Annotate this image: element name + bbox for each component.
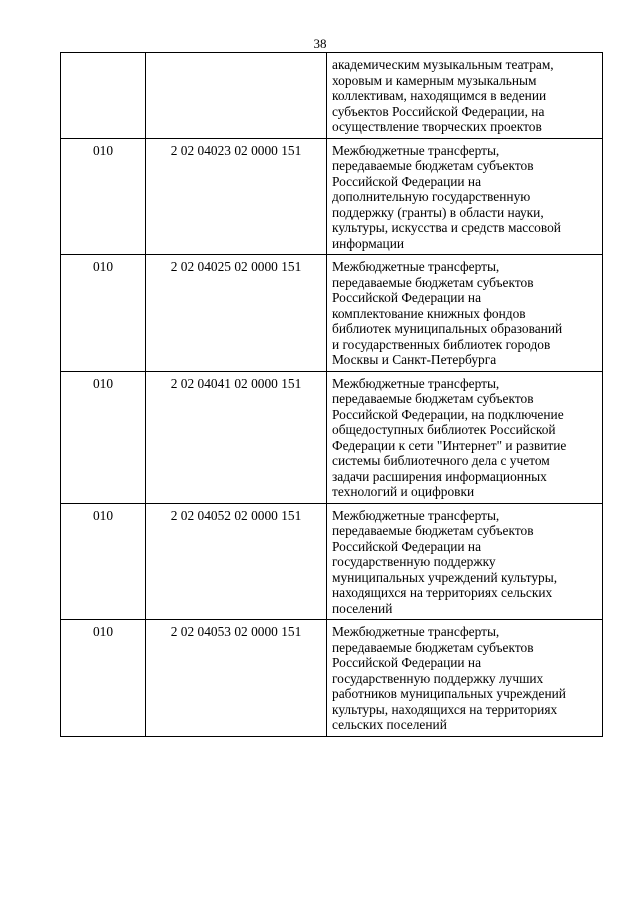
description-line: Москвы и Санкт-Петербурга [332, 352, 497, 367]
description-line: Межбюджетные трансферты, [332, 507, 500, 523]
table-row [61, 255, 603, 372]
description-line: Межбюджетные трансферты, [332, 624, 500, 639]
description-line: осуществление творческих проектов [332, 119, 542, 134]
description-line: Федерации к сети "Интернет" и развитие [332, 437, 567, 453]
description-line: государственную поддержку лучших [332, 670, 544, 686]
admin-code-cell: 010 [61, 503, 146, 620]
description-line: передаваемые бюджетам субъектов [332, 639, 534, 655]
description-line: муниципальных учреждений культуры, [332, 569, 558, 585]
admin-code-cell: 010 [61, 620, 146, 737]
table-row [61, 620, 603, 737]
description-line: передаваемые бюджетам субъектов [332, 158, 534, 173]
description-line: Российской Федерации на [332, 655, 482, 670]
description-line: дополнительную государственную [332, 189, 531, 204]
budget-classification-code-cell: 2 02 04053 02 0000 151 [146, 620, 327, 737]
table-row [61, 138, 603, 255]
description-line: Российской Федерации на [332, 538, 482, 554]
description-line: задачи расширения информационных [332, 468, 547, 484]
description-line: общедоступных библиотек Российской [332, 422, 556, 437]
description-line: Российской Федерации, на подключение [332, 406, 564, 422]
description-line: поддержку (гранты) в области науки, [332, 204, 544, 220]
table-body [61, 53, 603, 737]
revenue-description-cell [327, 138, 603, 255]
table-row [61, 503, 603, 620]
description-line: академическим музыкальным театрам, [332, 57, 554, 72]
description-line: передаваемые бюджетам субъектов [332, 523, 534, 538]
revenue-description-cell [327, 53, 603, 139]
description-line: системы библиотечного дела с учетом [332, 453, 550, 468]
description-line: хоровым и камерным музыкальным [332, 72, 537, 88]
description-line: государственную поддержку [332, 554, 496, 569]
admin-code-cell: 010 [61, 138, 146, 255]
page-number: 38 [313, 36, 327, 51]
description-line: Российской Федерации на [332, 173, 482, 189]
budget-classification-code-cell [146, 53, 327, 139]
table-row [61, 371, 603, 503]
description-line: культуры, искусства и средств массовой [332, 220, 561, 235]
description-line: комплектование книжных фондов [332, 305, 526, 321]
description-line: технологий и оцифровки [332, 484, 475, 499]
description-line: библиотек муниципальных образований [332, 321, 563, 336]
admin-code-cell [61, 53, 146, 139]
description-line: передаваемые бюджетам субъектов [332, 391, 534, 406]
description-line: передаваемые бюджетам субъектов [332, 274, 534, 290]
description-line: сельских поселений [332, 717, 447, 732]
budget-classification-code-cell: 2 02 04025 02 0000 151 [146, 255, 327, 372]
description-line: Межбюджетные трансферты, [332, 375, 500, 391]
table-row [61, 53, 603, 139]
budget-classification-code-cell: 2 02 04023 02 0000 151 [146, 138, 327, 255]
description-line: находящихся на территориях сельских [332, 585, 553, 600]
description-line: поселений [332, 600, 393, 616]
description-line: информации [332, 235, 405, 251]
admin-code-cell: 010 [61, 371, 146, 503]
revenue-description-cell [327, 255, 603, 372]
description-line: Межбюджетные трансферты, [332, 142, 500, 158]
budget-classification-code-cell: 2 02 04041 02 0000 151 [146, 371, 327, 503]
description-line: Межбюджетные трансферты, [332, 259, 500, 274]
description-line: субъектов Российской Федерации, на [332, 103, 545, 119]
description-line: работников муниципальных учреждений [332, 686, 566, 701]
description-line: культуры, находящихся на территориях [332, 701, 558, 717]
admin-code-cell: 010 [61, 255, 146, 372]
description-line: Российской Федерации на [332, 290, 482, 305]
revenue-description-cell [327, 620, 603, 737]
revenue-description-cell [327, 371, 603, 503]
budget-classification-code-cell: 2 02 04052 02 0000 151 [146, 503, 327, 620]
revenue-description-cell [327, 503, 603, 620]
budget-code-table [60, 52, 603, 737]
description-line: и государственных библиотек городов [332, 336, 551, 352]
description-line: коллективам, находящимся в ведении [332, 88, 547, 103]
